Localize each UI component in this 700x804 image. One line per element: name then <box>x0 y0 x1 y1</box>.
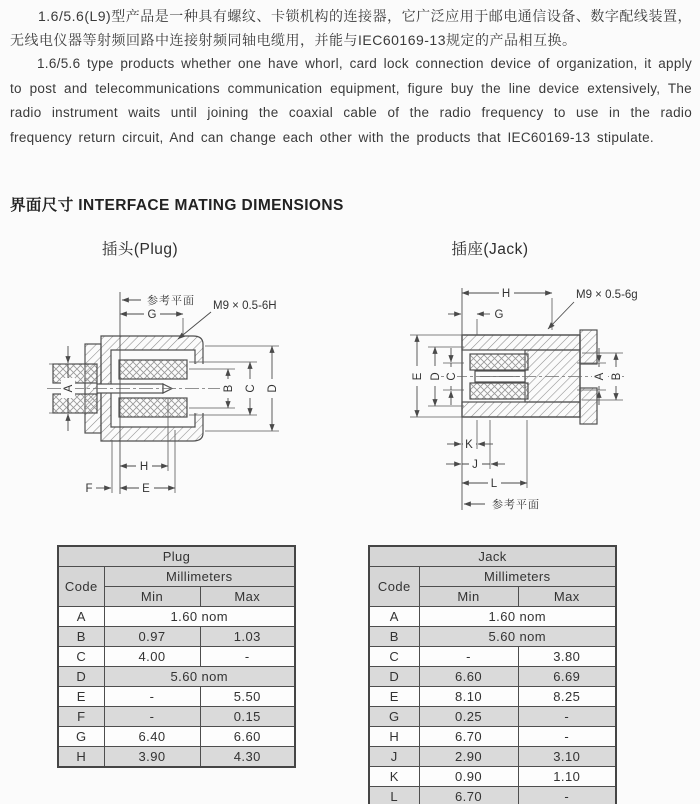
jack-reference-plane-callout <box>464 497 540 511</box>
plug-dim-label-c: C <box>245 384 257 393</box>
table-row <box>369 567 616 587</box>
dim-code-cell: H <box>369 727 419 747</box>
unit-header: Millimeters <box>419 567 616 587</box>
table-row <box>369 627 616 647</box>
plug-reference-plane-callout <box>122 293 195 307</box>
dim-max-cell: 5.50 <box>200 687 295 707</box>
max-header: Max <box>200 587 295 607</box>
jack-dim-k <box>447 420 493 451</box>
dim-min-cell: 6.40 <box>104 727 200 747</box>
table-row <box>369 747 616 767</box>
min-header: Min <box>104 587 200 607</box>
plug-dim-f <box>85 440 112 495</box>
dim-code-cell: E <box>369 687 419 707</box>
dim-value-cell: 1.60 nom <box>104 607 295 627</box>
dim-max-cell: - <box>518 727 616 747</box>
plug-table <box>57 545 296 768</box>
table-row <box>58 747 295 768</box>
dim-code-cell: D <box>58 667 104 687</box>
dim-code-cell: H <box>58 747 104 768</box>
dim-code-cell: A <box>369 607 419 627</box>
dim-code-cell: F <box>58 707 104 727</box>
min-header: Min <box>419 587 518 607</box>
dim-code-cell: G <box>58 727 104 747</box>
table-row <box>369 707 616 727</box>
jack-dim-label-e: E <box>412 372 424 381</box>
jack-dim-label-a: A <box>594 372 606 381</box>
jack-shell-bottom <box>462 402 580 417</box>
table-row <box>369 767 616 787</box>
table-row <box>369 647 616 667</box>
table-row <box>58 607 295 627</box>
table-row <box>369 687 616 707</box>
plug-thread-label: M9 × 0.5-6H <box>213 300 277 312</box>
intro-paragraph-zh: 1.6/5.6(L9)型产品是一种具有螺纹、卡锁机构的连接器，它广泛应用于邮电通信设备、数字配线装置，无线电仪器等射频回路中连接射频同轴电缆用，并能与IEC60169-13规定的产品相互换。 <box>10 8 692 48</box>
plug-reference-plane-label: 参考平面 <box>147 295 195 307</box>
table-row <box>369 607 616 627</box>
plug-table-title: Plug <box>58 546 295 567</box>
jack-insulator-top <box>470 354 528 370</box>
jack-shell-top <box>462 335 580 350</box>
plug-dim-label-f: F <box>85 483 93 495</box>
intro-section <box>10 4 692 150</box>
dim-max-cell: 3.80 <box>518 647 616 667</box>
table-row <box>369 546 616 567</box>
plug-drawing-title: 插头(Plug) <box>101 241 179 258</box>
dim-min-cell: 2.90 <box>419 747 518 767</box>
table-row <box>58 727 295 747</box>
jack-table-title: Jack <box>369 546 616 567</box>
code-header: Code <box>369 567 419 607</box>
plug-dim-label-a: A <box>63 384 75 393</box>
table-row <box>58 546 295 567</box>
dim-min-cell: 0.90 <box>419 767 518 787</box>
plug-dim-label-e: E <box>142 483 150 495</box>
jack-dim-g <box>448 309 504 335</box>
dim-max-cell: 6.60 <box>200 727 295 747</box>
jack-dim-label-b: B <box>611 372 623 381</box>
table-row <box>58 627 295 647</box>
dim-min-cell: 4.00 <box>104 647 200 667</box>
dim-value-cell: 5.60 nom <box>104 667 295 687</box>
table-row <box>369 667 616 687</box>
jack-table <box>368 545 617 804</box>
dim-min-cell: 0.25 <box>419 707 518 727</box>
dim-max-cell: 1.03 <box>200 627 295 647</box>
unit-header: Millimeters <box>104 567 295 587</box>
jack-dim-label-j: J <box>472 459 478 471</box>
table-row <box>58 667 295 687</box>
jack-dim-label-h: H <box>501 288 511 300</box>
dim-min-cell: - <box>104 707 200 727</box>
dim-min-cell: 3.90 <box>104 747 200 768</box>
dim-code-cell: K <box>369 767 419 787</box>
dim-min-cell: 6.70 <box>419 727 518 747</box>
dim-value-cell: 5.60 nom <box>419 627 616 647</box>
jack-thread-section <box>525 350 580 402</box>
jack-dim-label-l: L <box>490 478 498 490</box>
plug-dim-label-h: H <box>139 461 149 473</box>
table-row <box>58 687 295 707</box>
dim-code-cell: B <box>369 627 419 647</box>
dim-min-cell: 6.70 <box>419 787 518 804</box>
plug-dim-g <box>120 307 183 335</box>
dim-code-cell: C <box>369 647 419 667</box>
dim-value-cell: 1.60 nom <box>419 607 616 627</box>
plug-insulator-bottom <box>119 398 187 417</box>
dim-max-cell: 8.25 <box>518 687 616 707</box>
jack-thread-label: M9 × 0.5-6g <box>576 289 638 301</box>
jack-reference-plane-label: 参考平面 <box>492 499 540 511</box>
dim-code-cell: G <box>369 707 419 727</box>
table-row <box>58 647 295 667</box>
table-row <box>369 787 616 804</box>
dim-max-cell: 0.15 <box>200 707 295 727</box>
dim-min-cell: 8.10 <box>419 687 518 707</box>
table-row <box>369 727 616 747</box>
dim-code-cell: L <box>369 787 419 804</box>
dim-min-cell: - <box>104 687 200 707</box>
code-header: Code <box>58 567 104 607</box>
dim-max-cell: 3.10 <box>518 747 616 767</box>
dim-max-cell: - <box>518 787 616 804</box>
jack-dim-label-c: C <box>446 372 458 381</box>
dim-code-cell: J <box>369 747 419 767</box>
jack-dim-label-g: G <box>494 309 504 321</box>
jack-dim-l <box>462 420 527 490</box>
jack-drawing-title: 插座(Jack) <box>451 241 529 258</box>
jack-dim-h <box>462 287 552 330</box>
table-row <box>58 567 295 587</box>
dim-code-cell: E <box>58 687 104 707</box>
jack-rear-top <box>580 330 597 364</box>
section-heading: 界面尺寸 INTERFACE MATING DIMENSIONS <box>10 197 344 214</box>
dim-code-cell: C <box>58 647 104 667</box>
dim-code-cell: B <box>58 627 104 647</box>
jack-thread-callout <box>548 289 638 329</box>
jack-dim-label-k: K <box>465 439 473 451</box>
dim-code-cell: A <box>58 607 104 627</box>
max-header: Max <box>518 587 616 607</box>
dim-max-cell: - <box>200 647 295 667</box>
jack-insulator-bottom <box>470 383 528 399</box>
plug-insulator-top <box>119 360 187 379</box>
jack-drawing <box>372 278 692 540</box>
table-row <box>58 707 295 727</box>
plug-dim-label-d: D <box>267 384 279 393</box>
plug-dim-label-g: G <box>147 309 157 321</box>
jack-rear-bottom <box>580 388 597 424</box>
dim-max-cell: 1.10 <box>518 767 616 787</box>
plug-drawing <box>35 278 355 540</box>
dim-max-cell: - <box>518 707 616 727</box>
dim-min-cell: 0.97 <box>104 627 200 647</box>
dim-max-cell: 6.69 <box>518 667 616 687</box>
dim-min-cell: 6.60 <box>419 667 518 687</box>
dim-max-cell: 4.30 <box>200 747 295 768</box>
intro-paragraph-en: 1.6/5.6 type products whether one have whorl, card lock connection device of organization, it apply to post and telecommunications communication equipment, figure buy the line device extensively, The radio instrument waits until joining the coaxial cable of the radio frequency to use in the radio frequency return circuit, And can change each other with the products that IEC60169-13 stipulate. <box>10 56 692 145</box>
dim-code-cell: D <box>369 667 419 687</box>
dim-min-cell: - <box>419 647 518 667</box>
plug-dim-label-b: B <box>223 384 235 393</box>
jack-dim-label-d: D <box>430 372 442 381</box>
